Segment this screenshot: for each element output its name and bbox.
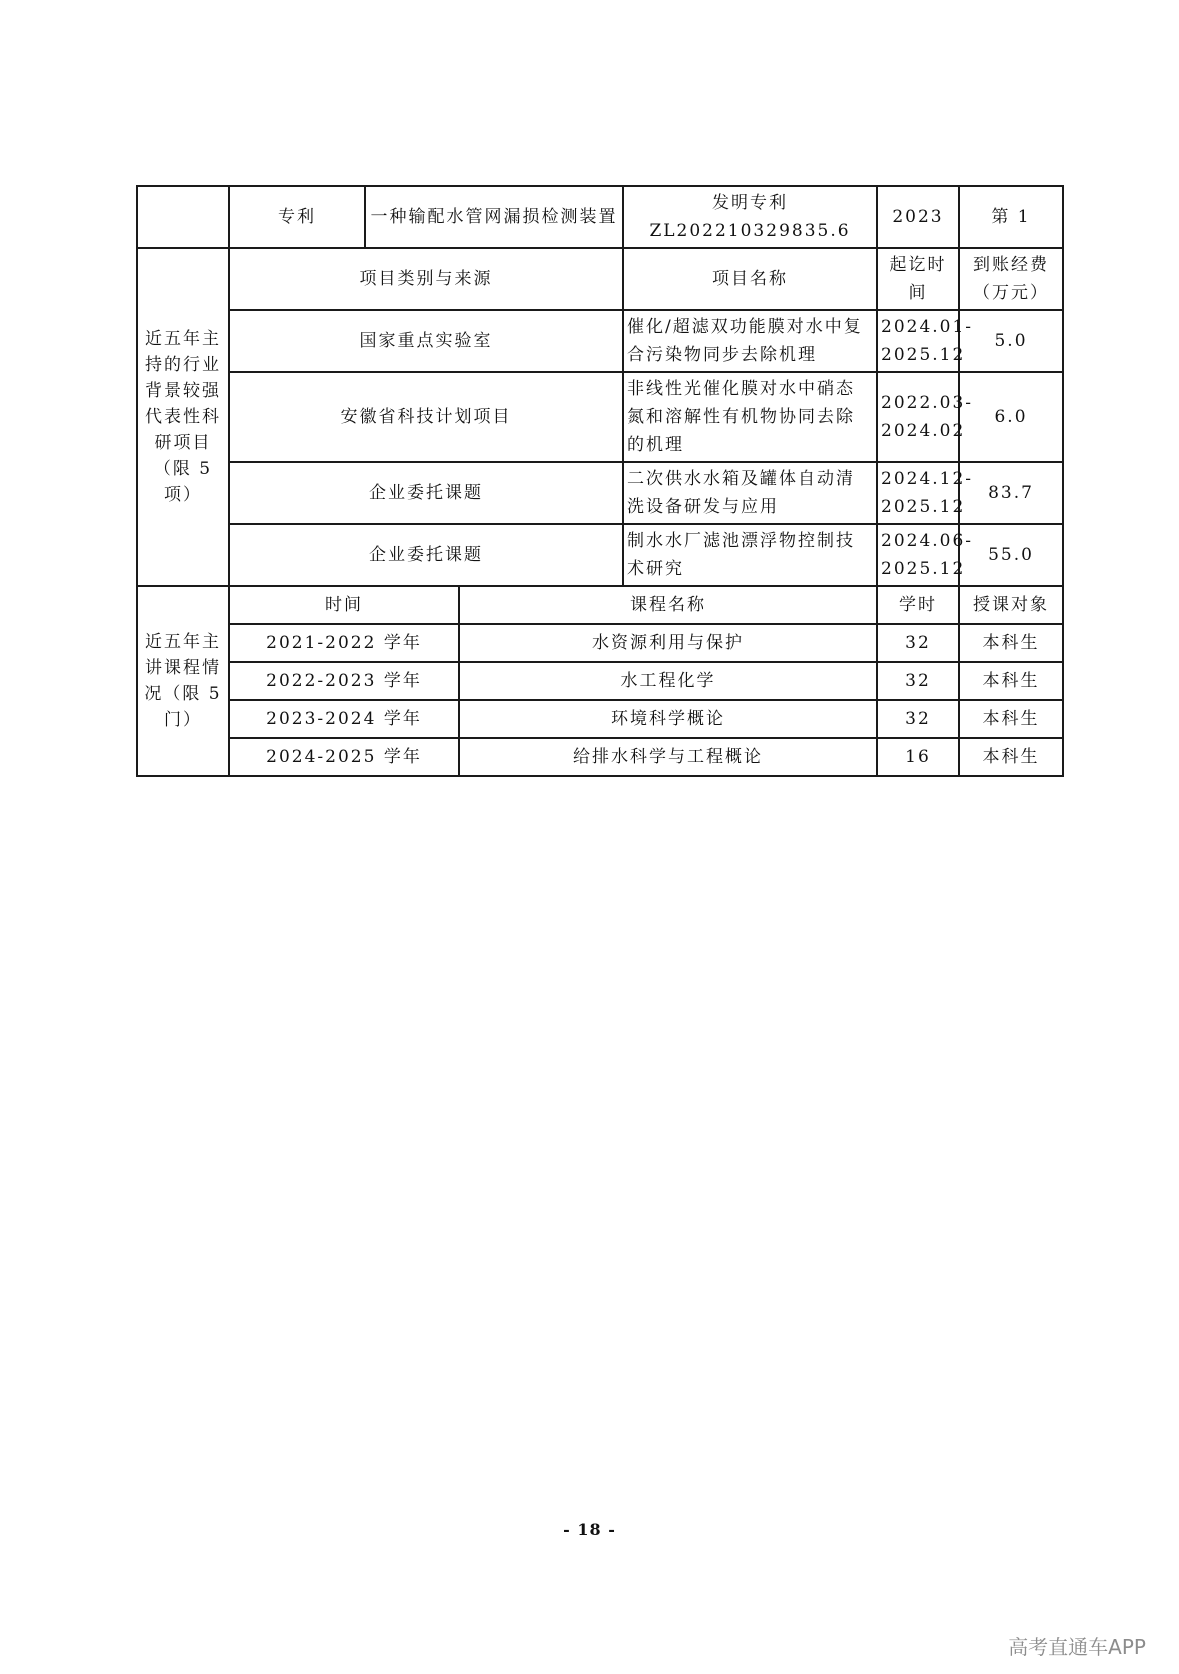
course-name: 水工程化学 bbox=[459, 662, 877, 700]
course-hours: 16 bbox=[877, 738, 959, 776]
research-name: 二次供水水箱及罐体自动清洗设备研发与应用 bbox=[623, 462, 877, 524]
research-name: 制水水厂滤池漂浮物控制技术研究 bbox=[623, 524, 877, 586]
research-name: 非线性光催化膜对水中硝态氮和溶解性有机物协同去除的机理 bbox=[623, 372, 877, 462]
research-funding: 6.0 bbox=[959, 372, 1063, 462]
course-time: 2022-2023 学年 bbox=[229, 662, 459, 700]
course-hours: 32 bbox=[877, 662, 959, 700]
research-category: 企业委托课题 bbox=[229, 524, 623, 586]
research-period: 2024.01-2025.12 bbox=[877, 310, 959, 372]
watermark-text: 高考直通车APP bbox=[1008, 1635, 1146, 1659]
course-hours: 32 bbox=[877, 700, 959, 738]
research-category: 国家重点实验室 bbox=[229, 310, 623, 372]
patent-title: 一种输配水管网漏损检测装置 bbox=[365, 186, 623, 248]
course-row bbox=[137, 662, 1063, 700]
research-header-row bbox=[137, 248, 1063, 310]
research-category: 安徽省科技计划项目 bbox=[229, 372, 623, 462]
research-header-name: 项目名称 bbox=[623, 248, 877, 310]
course-row bbox=[137, 700, 1063, 738]
research-header-period: 起讫时间 bbox=[877, 248, 959, 310]
courses-header-row bbox=[137, 586, 1063, 624]
course-audience: 本科生 bbox=[959, 738, 1063, 776]
research-funding: 83.7 bbox=[959, 462, 1063, 524]
research-funding: 55.0 bbox=[959, 524, 1063, 586]
patent-row bbox=[137, 186, 1063, 248]
course-time: 2024-2025 学年 bbox=[229, 738, 459, 776]
course-name: 环境科学概论 bbox=[459, 700, 877, 738]
patent-rank: 第 1 bbox=[959, 186, 1063, 248]
course-hours: 32 bbox=[877, 624, 959, 662]
document-table bbox=[136, 185, 1064, 777]
research-period: 2024.12-2025.12 bbox=[877, 462, 959, 524]
patent-year: 2023 bbox=[877, 186, 959, 248]
research-funding: 5.0 bbox=[959, 310, 1063, 372]
courses-section-label: 近五年主讲课程情况（限 5 门） bbox=[137, 586, 229, 776]
course-row bbox=[137, 624, 1063, 662]
research-category: 企业委托课题 bbox=[229, 462, 623, 524]
courses-header-name: 课程名称 bbox=[459, 586, 877, 624]
course-audience: 本科生 bbox=[959, 662, 1063, 700]
course-name: 水资源利用与保护 bbox=[459, 624, 877, 662]
course-time: 2021-2022 学年 bbox=[229, 624, 459, 662]
patent-number: 发明专利 ZL202210329835.6 bbox=[623, 186, 877, 248]
patent-type: 专利 bbox=[229, 186, 365, 248]
course-time: 2023-2024 学年 bbox=[229, 700, 459, 738]
research-row bbox=[137, 372, 1063, 462]
courses-header-time: 时间 bbox=[229, 586, 459, 624]
research-header-category: 项目类别与来源 bbox=[229, 248, 623, 310]
research-row bbox=[137, 524, 1063, 586]
research-row bbox=[137, 462, 1063, 524]
course-audience: 本科生 bbox=[959, 624, 1063, 662]
courses-header-audience: 授课对象 bbox=[959, 586, 1063, 624]
course-row bbox=[137, 738, 1063, 776]
courses-header-hours: 学时 bbox=[877, 586, 959, 624]
research-header-funding: 到账经费（万元） bbox=[959, 248, 1063, 310]
empty-label-cell bbox=[137, 186, 229, 248]
course-audience: 本科生 bbox=[959, 700, 1063, 738]
course-name: 给排水科学与工程概论 bbox=[459, 738, 877, 776]
research-section-label: 近五年主持的行业背景较强代表性科研项目（限 5 项） bbox=[137, 248, 229, 586]
research-row bbox=[137, 310, 1063, 372]
research-period: 2024.06-2025.12 bbox=[877, 524, 959, 586]
page-number: - 18 - bbox=[563, 1520, 616, 1539]
research-period: 2022.03-2024.02 bbox=[877, 372, 959, 462]
research-name: 催化/超滤双功能膜对水中复合污染物同步去除机理 bbox=[623, 310, 877, 372]
